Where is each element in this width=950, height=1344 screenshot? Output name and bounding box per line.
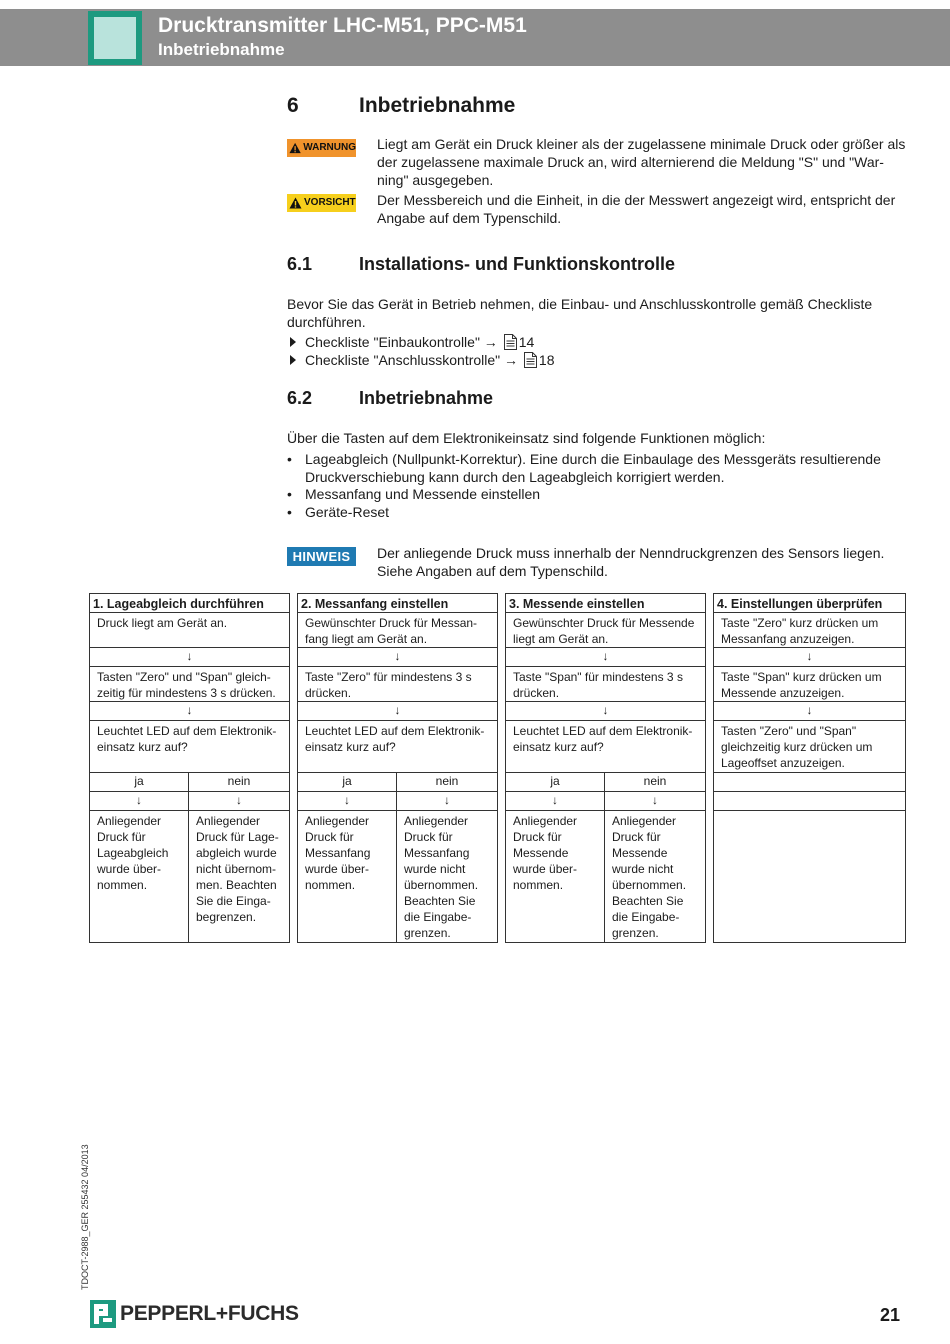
section-6-2-heading [287,388,493,409]
flow-step-2 [90,667,290,702]
flow-arrow: ↓ [90,648,290,667]
bullet-dot: • [287,486,292,502]
intro-line: Bevor Sie das Gerät in Betrieb nehmen, die Einbau- und Anschlusskontrolle gemäß Checkliste [287,296,873,312]
document-code: TDOCT-2988_GER 255432 04/2013 [80,1144,90,1290]
document-subtitle: Inbetriebnahme [158,40,285,59]
flow-line: Messende [612,846,668,860]
flow-arrow: ↓ [714,648,906,667]
flow-line: Messende anzuzeigen. [721,686,845,700]
flow-step-1 [714,613,906,648]
flow-step-3 [90,721,290,773]
flow-line: Anliegender [404,814,469,828]
bullet-line: Lageabgleich (Nullpunkt-Korrektur). Eine durch die Einbaulage des Messgeräts resultierende [305,451,881,467]
bullet-reset: Geräte-Reset [305,504,390,520]
flow-arrow: ↓ [714,702,906,721]
warnung-line: ning" ausgegeben. [377,172,494,188]
flow-line: liegt am Gerät an. [513,632,609,646]
flow-line: Taste "Zero" für mindestens 3 s [305,670,472,684]
flow-line: men. Beachten [196,878,277,892]
flow-no-result [397,811,498,943]
flow-no-result [189,811,290,943]
warnung-text [377,135,917,189]
flow-line: Druck für Lage- [196,830,279,844]
caution-triangle-icon [289,197,302,209]
flow-line: nicht übernom- [196,862,277,876]
flow-arrow: ↓ [298,792,397,811]
flow-line: nommen. [513,878,564,892]
flow-step-2 [506,667,706,702]
flow-line: Druck für [404,830,453,844]
flow-line: begrenzen. [196,910,257,924]
section-6-2-title: Inbetriebnahme [359,388,494,408]
flow-line: wurde nicht [404,862,466,876]
pepperl-fuchs-logo-icon [90,1300,116,1328]
flow-arrow: ↓ [605,792,706,811]
hinweis-badge: HINWEIS [287,547,356,566]
flow-step-1 [506,613,706,648]
flow-line: Gewünschter Druck für Messende [513,616,695,630]
flow-line: die Eingabe- [612,910,680,924]
flow-step-1 [298,613,498,648]
list-arrow-icon [290,355,296,365]
flow-arrow: ↓ [189,792,290,811]
flow-line: Taste "Zero" kurz drücken um [721,616,879,630]
checklist-item-text: Checkliste "Anschlusskontrolle" → [305,352,519,368]
section-6-heading [287,94,515,118]
header-logo-square [88,11,142,65]
flow-line: übernommen. [404,878,479,892]
section-6-1-title: Installations- und Funktionskontrolle [359,254,676,274]
flow-line: Tasten "Zero" und "Span" gleich- [97,670,271,684]
header-logo-square-inner [94,17,136,59]
flow-table-ueberpruefen [713,593,906,943]
flow-line: Taste "Span" für mindestens 3 s [513,670,683,684]
flow-no: nein [397,773,498,792]
section-6-1-intro [287,295,917,331]
flow-column-title: 1. Lageabgleich durchführen [90,594,290,613]
flow-yes: ja [506,773,605,792]
vorsicht-line: Angabe auf dem Typenschild. [377,210,562,226]
flow-arrow: ↓ [506,792,605,811]
section-6-2-intro: Über die Tasten auf dem Elektronikeinsatz sind folgende Funktionen möglich: [287,430,766,446]
flow-line: grenzen. [404,926,451,940]
flow-line: einsatz kurz auf? [97,740,188,754]
flow-line: Gewünschter Druck für Messan- [305,616,478,630]
flow-line: einsatz kurz auf? [305,740,396,754]
flow-line: gleichzeitig kurz drücken um [721,740,873,754]
flow-step-2 [714,667,906,702]
flow-empty-cell [714,773,906,792]
flow-line: grenzen. [612,926,659,940]
flow-line: nommen. [97,878,148,892]
warnung-line: der zugelassene maximale Druck an, wird alternierend die Meldung "S" und "War- [377,154,884,170]
flow-line: zeitig für mindestens 3 s drücken. [97,686,276,700]
flow-line: Taste "Span" kurz drücken um [721,670,882,684]
bullet-dot: • [287,451,292,467]
flow-line: Druck für [612,830,661,844]
flow-yes: ja [90,773,189,792]
flow-no-result [605,811,706,943]
checklist-item-anschluss [305,351,555,369]
logo-text: PEPPERL+FUCHS [120,1302,299,1325]
flow-empty-cell [714,792,906,811]
checklist-page-ref[interactable]: 18 [538,352,555,368]
page-number: 21 [880,1305,901,1325]
flow-line: Beachten Sie [404,894,476,908]
page-reference-icon [504,334,517,350]
flow-line: Tasten "Zero" und "Span" [721,724,857,738]
warnung-label: WARNUNG [303,142,356,153]
flow-line: Druck für [513,830,562,844]
flow-line: Messende [513,846,569,860]
flow-line: wurde über- [305,862,370,876]
flow-line: Beachten Sie [612,894,684,908]
flow-line: die Eingabe- [404,910,472,924]
flow-step-3 [298,721,498,773]
flow-arrow: ↓ [506,648,706,667]
flow-no: nein [605,773,706,792]
flow-step-1 [90,613,290,648]
flow-step-3 [714,721,906,773]
flow-line: Messanfang [404,846,470,860]
list-arrow-icon [290,337,296,347]
bullet-messanfang: Messanfang und Messende einstellen [305,486,541,502]
flow-line: Leuchtet LED auf dem Elektronik- [305,724,485,738]
vorsicht-line: Der Messbereich und die Einheit, in die der Messwert angezeigt wird, entspricht der [377,192,896,208]
section-6-1-heading [287,254,675,275]
flow-line: Sie die Einga- [196,894,271,908]
flow-line: Druck für [97,830,146,844]
flow-line: Anliegender [97,814,162,828]
warning-triangle-icon [289,142,301,154]
flow-line: übernommen. [612,878,687,892]
flow-line: drücken. [513,686,560,700]
warnung-badge [287,139,356,157]
bullet-line: Druckverschiebung kann durch den Lageabgleich korrigiert werden. [305,469,725,485]
flow-arrow: ↓ [506,702,706,721]
flow-line: Anliegender [513,814,578,828]
flow-step-3 [506,721,706,773]
flow-arrow: ↓ [90,792,189,811]
hinweis-line: Siehe Angaben auf dem Typenschild. [377,563,608,579]
flow-line: Lageoffset anzuzeigen. [721,756,845,770]
flow-line: Anliegender [612,814,677,828]
flow-yes-result [90,811,189,943]
company-logo [90,1300,299,1328]
flow-arrow: ↓ [397,792,498,811]
flow-empty-cell [714,811,906,943]
flow-line: Druck für [305,830,354,844]
flow-arrow: ↓ [90,702,290,721]
flow-no: nein [189,773,290,792]
flow-line: einsatz kurz auf? [513,740,604,754]
flow-line: Anliegender [196,814,261,828]
checklist-item-einbau [305,333,534,351]
flow-line: nommen. [305,878,356,892]
flow-line: wurde über- [513,862,578,876]
flow-line: abgleich wurde [196,846,277,860]
flow-arrow: ↓ [298,702,498,721]
flow-line: drücken. [305,686,352,700]
checklist-page-ref[interactable]: 14 [518,334,535,350]
document-title: Drucktransmitter LHC-M51, PPC-M51 [158,14,527,37]
vorsicht-text [377,191,917,227]
section-6-title: Inbetriebnahme [359,94,516,117]
section-6-2-number: 6.2 [287,388,313,408]
flow-line: Leuchtet LED auf dem Elektronik- [97,724,277,738]
flow-line: Leuchtet LED auf dem Elektronik- [513,724,693,738]
vorsicht-label: VORSICHT [304,197,356,208]
flow-line: Druck liegt am Gerät an. [97,616,228,630]
flow-line: wurde über- [97,862,162,876]
flow-yes-result [506,811,605,943]
flow-line: fang liegt am Gerät an. [305,632,428,646]
bullet-lageabgleich [305,450,925,486]
flow-table-lageabgleich [89,593,290,943]
section-6-number: 6 [287,94,299,117]
flow-table-messanfang [297,593,498,943]
checklist-item-text: Checkliste "Einbaukontrolle" → [305,334,498,350]
vorsicht-badge [287,194,356,212]
hinweis-text [377,544,917,580]
flow-arrow: ↓ [298,648,498,667]
flow-yes: ja [298,773,397,792]
flow-line: Messanfang [305,846,371,860]
page-reference-icon [524,352,537,368]
flow-column-title: 2. Messanfang einstellen [298,594,498,613]
warnung-line: Liegt am Gerät ein Druck kleiner als der zugelassene minimale Druck oder größer als [377,136,906,152]
flow-step-2 [298,667,498,702]
intro-line: durchführen. [287,314,366,330]
flow-column-title: 3. Messende einstellen [506,594,706,613]
flow-line: Lageabgleich [97,846,169,860]
hinweis-line: Der anliegende Druck muss innerhalb der Nenndruckgrenzen des Sensors liegen. [377,545,885,561]
section-6-1-number: 6.1 [287,254,313,274]
flow-line: Messanfang anzuzeigen. [721,632,855,646]
flow-column-title: 4. Einstellungen überprüfen [714,594,906,613]
flow-table-messende [505,593,706,943]
bullet-dot: • [287,504,292,520]
flow-line: wurde nicht [612,862,674,876]
flow-yes-result [298,811,397,943]
flow-line: Anliegender [305,814,370,828]
